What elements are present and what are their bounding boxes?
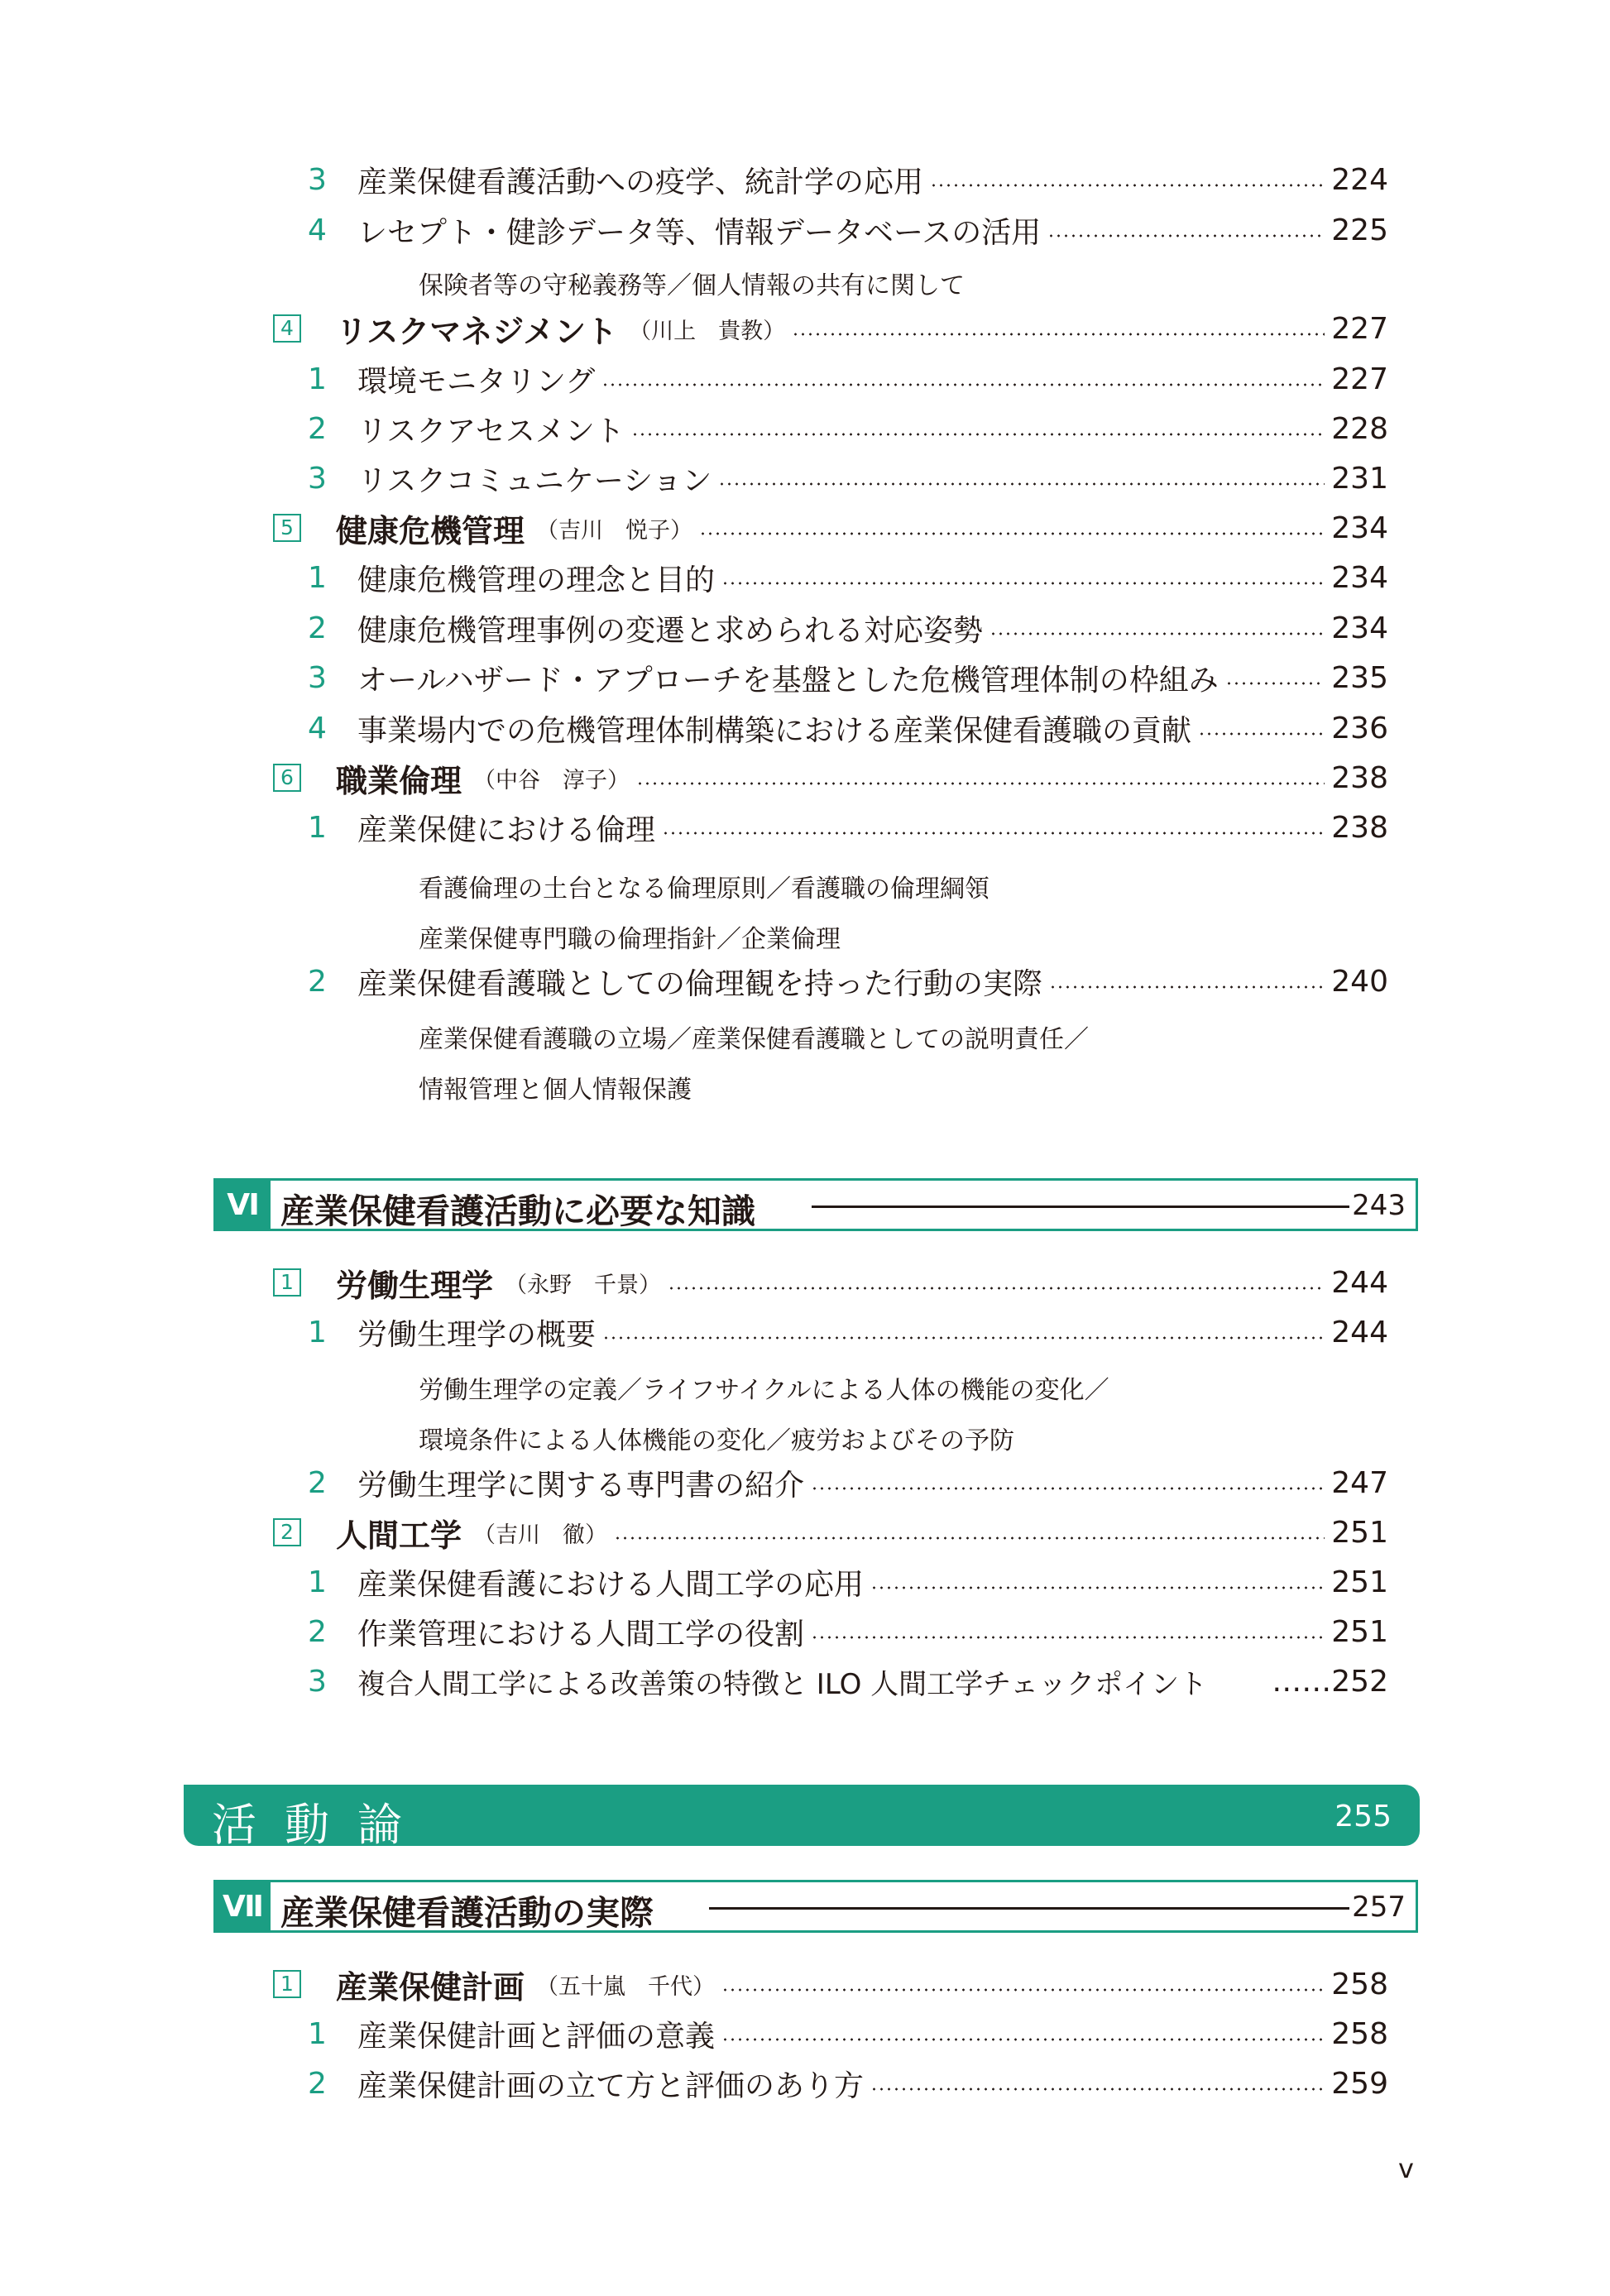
item-title: 複合人間工学による改善策の特徴と ILO 人間工学チェックポイント — [357, 1667, 1208, 1701]
item-number: 3 — [308, 162, 327, 197]
item-number: 1 — [308, 1315, 327, 1349]
chapter-title: 産業保健看護活動に必要な知識 — [280, 1191, 755, 1231]
item-title: 事業場内での危機管理体制構築における産業保健看護職の貢献 — [357, 713, 1192, 748]
page-number: 234 — [1331, 611, 1388, 645]
author: （川上 貴教） — [629, 318, 786, 344]
section-title: 健康危機管理 — [336, 512, 525, 549]
author: （吉川 悦子） — [536, 517, 693, 544]
item-title: 産業保健計画の立て方と評価のあり方 — [357, 2068, 865, 2103]
item-title: 産業保健計画と評価の意義 — [357, 2019, 716, 2054]
page-number: 225 — [1331, 213, 1388, 247]
toc-item[interactable] — [308, 1660, 1388, 1703]
chapter-rule — [709, 1907, 1349, 1910]
toc-item[interactable] — [308, 806, 1388, 849]
page-number: 228 — [1331, 411, 1388, 446]
dot-leader — [792, 333, 1325, 336]
page-number: 231 — [1331, 461, 1388, 496]
item-number: 1 — [308, 2016, 327, 2051]
section-title: 産業保健計画 — [336, 1968, 525, 2006]
page-number: 251 — [1331, 1515, 1388, 1550]
dot-leader — [614, 1536, 1325, 1540]
dot-leader — [930, 184, 1325, 187]
item-title: レセプト・健診データ等、情報データベースの活用 — [357, 215, 1042, 250]
author: （中谷 淳子） — [473, 767, 630, 793]
item-number: 1 — [308, 560, 327, 595]
chapter-number: Ⅶ — [216, 1882, 271, 1930]
dot-leader — [1049, 985, 1325, 989]
toc-item[interactable] — [308, 556, 1388, 599]
chapter-header[interactable] — [213, 1178, 1418, 1231]
item-title: 労働生理学に関する専門書の紹介 — [357, 1468, 805, 1503]
page-number: 251 — [1331, 1565, 1388, 1599]
item-number: 4 — [308, 213, 327, 247]
toc-item[interactable] — [308, 457, 1388, 500]
dot-leader — [1198, 732, 1325, 736]
page-number: 238 — [1331, 760, 1388, 795]
page-number: 258 — [1331, 1967, 1388, 2001]
toc-item[interactable] — [308, 707, 1388, 750]
dot-leader — [1225, 682, 1325, 685]
item-number: 1 — [308, 1565, 327, 1599]
toc-item[interactable] — [308, 158, 1388, 201]
item-title: 産業保健看護における人間工学の応用 — [357, 1567, 865, 1602]
subtopics: 環境条件による人体機能の変化／疲労およびその予防 — [419, 1426, 1014, 1455]
page-number: 238 — [1331, 810, 1388, 845]
item-title: リスクコミュニケーション — [357, 463, 712, 498]
page-number: 236 — [1331, 711, 1388, 745]
dot-leader — [668, 1287, 1325, 1290]
page-number: 258 — [1331, 2016, 1388, 2051]
dot-leader — [870, 1586, 1325, 1589]
author: （永野 千景） — [505, 1272, 662, 1298]
toc-item[interactable] — [308, 2012, 1388, 2055]
page-number: 227 — [1331, 311, 1388, 346]
toc-section[interactable] — [273, 307, 1388, 350]
toc-item[interactable] — [308, 1461, 1388, 1504]
part-banner[interactable] — [184, 1785, 1420, 1851]
chapter-title: 産業保健看護活動の実際 — [280, 1893, 654, 1933]
item-number: 3 — [308, 461, 327, 496]
dot-leader — [811, 1487, 1325, 1490]
section-number: 6 — [273, 764, 301, 792]
toc-item[interactable] — [308, 1560, 1388, 1603]
toc-item[interactable] — [308, 1311, 1388, 1354]
page-number: 235 — [1331, 660, 1388, 695]
item-title: 環境モニタリング — [357, 364, 596, 399]
item-number: 4 — [308, 711, 327, 745]
page-number: 257 — [1352, 1891, 1406, 1924]
page-number: 244 — [1331, 1315, 1388, 1349]
page-number: 234 — [1331, 510, 1388, 545]
item-number: 2 — [308, 611, 327, 645]
section-title: 労働生理学 — [336, 1267, 494, 1304]
item-title: 産業保健看護職としての倫理観を持った行動の実際 — [357, 966, 1043, 1001]
section-number: 2 — [273, 1518, 301, 1546]
section-number: 4 — [273, 314, 301, 343]
dot-leader — [989, 632, 1325, 635]
item-title: 健康危機管理の理念と目的 — [357, 563, 716, 597]
chapter-rule — [812, 1206, 1349, 1208]
section-title: 人間工学 — [336, 1517, 462, 1554]
toc-section[interactable] — [273, 1261, 1388, 1304]
chapter-number: Ⅵ — [216, 1181, 271, 1229]
item-title: 作業管理における人間工学の役割 — [357, 1617, 805, 1651]
section-number: 5 — [273, 514, 301, 542]
toc-section[interactable] — [273, 756, 1388, 799]
dot-leader — [718, 482, 1325, 486]
subtopics: 保険者等の守秘義務等／個人情報の共有に関して — [419, 271, 965, 300]
dot-leader — [721, 582, 1325, 585]
dot-leader — [1047, 234, 1325, 237]
page-number: 227 — [1331, 362, 1388, 396]
dot-leader — [721, 1988, 1325, 1992]
toc-section[interactable] — [273, 1511, 1388, 1554]
item-title: 健康危機管理事例の変遷と求められる対応姿勢 — [357, 613, 984, 648]
author: （吉川 徹） — [473, 1522, 608, 1548]
item-number: 2 — [308, 964, 327, 999]
toc-item[interactable] — [308, 1610, 1388, 1653]
item-number: 2 — [308, 2066, 327, 2101]
toc-item[interactable] — [308, 407, 1388, 450]
toc-section[interactable] — [273, 1963, 1388, 2006]
page-number: 251 — [1331, 1614, 1388, 1649]
page-number: 224 — [1331, 162, 1388, 197]
item-number: 1 — [308, 810, 327, 845]
toc-item[interactable] — [308, 209, 1388, 252]
item-number: 3 — [308, 660, 327, 695]
toc-item[interactable] — [308, 357, 1388, 400]
author: （五十嵐 千代） — [536, 1973, 716, 2000]
toc-item[interactable] — [308, 656, 1388, 699]
page-folio: v — [1398, 2153, 1414, 2184]
part-title: 活動論 — [212, 1799, 430, 1851]
page-number: 240 — [1331, 964, 1388, 999]
page-number: 252 — [1331, 1664, 1388, 1699]
toc-item[interactable] — [308, 2062, 1388, 2105]
page-number: 234 — [1331, 560, 1388, 595]
toc-item[interactable] — [308, 960, 1388, 1003]
subtopics: 産業保健専門職の倫理指針／企業倫理 — [419, 925, 841, 954]
dot-leader — [631, 433, 1325, 436]
section-number: 1 — [273, 1970, 301, 1998]
subtopics: 情報管理と個人情報保護 — [419, 1076, 692, 1105]
item-title: リスクアセスメント — [357, 414, 625, 448]
section-title: 職業倫理 — [336, 762, 462, 799]
toc-section[interactable] — [273, 506, 1388, 549]
page-number: 247 — [1331, 1465, 1388, 1500]
dot-leader — [636, 782, 1325, 785]
dot-leader — [699, 532, 1325, 535]
dot-leader — [602, 1336, 1325, 1340]
dot-leader — [601, 383, 1325, 386]
dot-leader — [811, 1636, 1325, 1639]
section-title: リスクマネジメント — [336, 313, 618, 350]
subtopics: 産業保健看護職の立場／産業保健看護職としての説明責任／ — [419, 1025, 1089, 1054]
item-title: 産業保健における倫理 — [357, 812, 656, 847]
subtopics: 看護倫理の土台となる倫理原則／看護職の倫理綱領 — [419, 875, 989, 904]
dot-leader — [721, 2038, 1325, 2041]
item-title: オールハザード・アプローチを基盤とした危機管理体制の枠組み — [357, 663, 1219, 697]
item-title: 産業保健看護活動への疫学、統計学の応用 — [357, 165, 924, 199]
item-number: 2 — [308, 1614, 327, 1649]
dot-leader — [662, 832, 1325, 835]
item-title: 労働生理学の概要 — [357, 1317, 597, 1352]
page-number: 243 — [1352, 1189, 1406, 1222]
subtopics: 労働生理学の定義／ライフサイクルによる人体の機能の変化／ — [419, 1376, 1109, 1405]
chapter-header[interactable] — [213, 1880, 1418, 1933]
page-number: 244 — [1331, 1265, 1388, 1300]
dot-leader — [870, 2087, 1325, 2091]
page-number: 259 — [1331, 2066, 1388, 2101]
page-number: 255 — [1334, 1800, 1392, 1833]
item-number: 2 — [308, 1465, 327, 1500]
toc-item[interactable] — [308, 606, 1388, 649]
item-number: 2 — [308, 411, 327, 446]
item-number: 3 — [308, 1664, 327, 1699]
section-number: 1 — [273, 1268, 301, 1297]
dot-leader-short: …… — [1272, 1664, 1332, 1699]
item-number: 1 — [308, 362, 327, 396]
